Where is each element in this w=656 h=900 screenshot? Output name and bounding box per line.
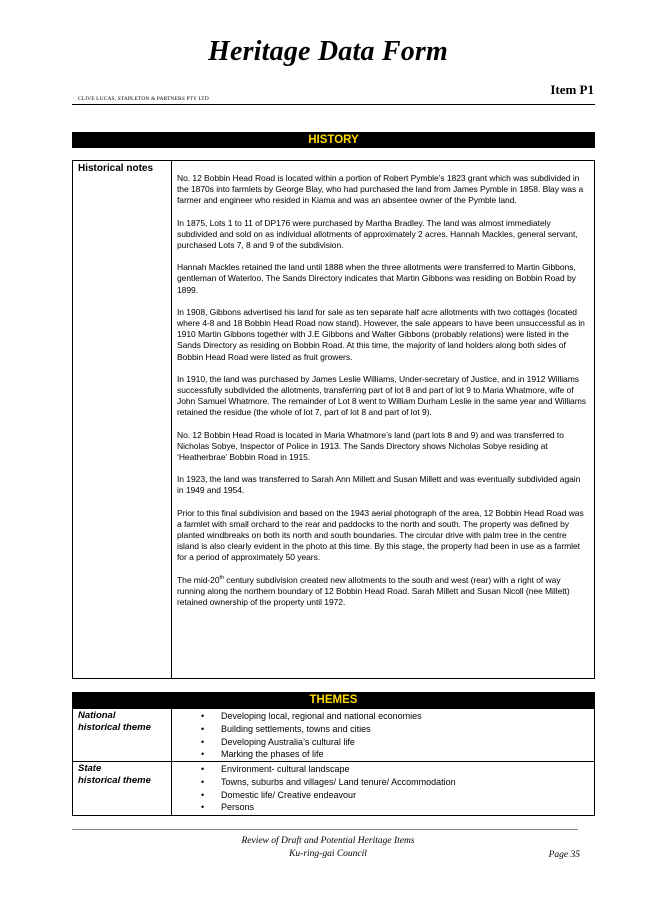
history-column-divider <box>171 161 172 678</box>
footer-rule <box>72 829 578 830</box>
header-rule <box>72 104 595 105</box>
state-label-line1: State <box>78 763 102 774</box>
page-title: Heritage Data Form <box>207 36 449 67</box>
bullet-icon: • <box>201 736 205 747</box>
history-heading: HISTORY <box>72 132 595 148</box>
list-item: • Environment- cultural landscape <box>201 764 350 774</box>
historical-notes-label: Historical notes <box>78 163 154 174</box>
bullet-icon: • <box>201 789 205 800</box>
national-theme-list <box>201 710 422 761</box>
page-number: Page 35 <box>548 850 580 860</box>
bullet-icon: • <box>201 749 205 760</box>
footer-document-title: Review of Draft and Potential Heritage Items <box>241 836 415 846</box>
history-table <box>72 160 595 679</box>
last-paragraph-start: The mid-20 <box>177 574 220 585</box>
list-item: • Building settlements, towns and cities <box>201 723 371 734</box>
list-item: • Towns, suburbs and villages/ Land tenure/ Accommodation <box>201 776 456 787</box>
list-item: • Developing Australia’s cultural life <box>201 736 355 747</box>
last-paragraph-rest: century subdivision created new allotments to the south and west (rear) with a right of way running along the northern boundary of 12 Bobbin Head Road. Sarah Millett and Susan Nicoll (nee Millett) retained ownership of the property until 1972. <box>177 574 570 608</box>
history-paragraph-last <box>177 575 589 609</box>
list-item: • Marking the phases of life <box>201 749 324 760</box>
state-theme-list <box>201 763 456 814</box>
bullet-icon: • <box>201 723 205 734</box>
state-theme-label <box>78 763 151 787</box>
history-paragraph: No. 12 Bobbin Head Road is located within a portion of Robert Pymble’s 1823 grant which was subdivided in the 1870s into farmlets by George Blay, who had purchased the land from James Pymble in 1858. Blay was a farmer and engineer who resided in Kiama and was an absentee owner of the Pymble land. <box>177 173 584 206</box>
footer-council: Ku-ring-gai Council <box>289 849 367 859</box>
history-paragraph: In 1875, Lots 1 to 11 of DP176 were purchased by Martha Bradley. The land was almost immediately subdivided and sold on as individual allotments of approximately 2 acres. Hannah Mackles, general servant, purchased Lots 7, 8 and 9 of the subdivision. <box>177 217 578 251</box>
list-item: • Persons <box>201 802 255 813</box>
national-theme-label <box>78 710 151 734</box>
bullet-icon: • <box>201 711 205 721</box>
history-paragraph: In 1910, the land was purchased by James Leslie Williams, Under-secretary of Justice, and in 1912 Williams successfully subdivided the allotments, transferring part of lot 8 and part of lot 9 to Maria Whatmore, wife of John Samuel Whatmore. The remainder of Lot 8 went to William Durham Leslie in the same year and Williams retained the residue (the whole of lot 7, part of lot 8 and part of lot 9). <box>177 373 586 418</box>
themes-heading: THEMES <box>72 692 595 708</box>
list-item: • Domestic life/ Creative endeavour <box>201 789 357 800</box>
item-number: Item P1 <box>550 82 594 97</box>
themes-column-divider <box>171 709 172 815</box>
national-label-line1: National <box>78 710 116 721</box>
state-label-line2: historical theme <box>78 775 151 786</box>
history-paragraph: In 1908, Gibbons advertised his land for sale as ten separate half acre allotments with two cottages (located where 4-8 and 18 Bobbin Head Road now stand). However, the sale appears to have been unsuccessful as in 1910 Martin Gibbons together with J.E Gibbons and Walter Gibbons (probably relations) were listed in the Sands Directory as residing on Bobbin Road. At this time, the majority of land holders along both sides of Bobbin Head Road were listed as fruit growers. <box>177 306 585 362</box>
list-item: • Developing local, regional and national economies <box>201 711 422 721</box>
ordinal-superscript: th <box>219 574 224 581</box>
themes-table <box>72 708 595 816</box>
firm-name: CLIVE LUCAS, STAPLETON & PARTNERS PTY LTD <box>78 96 209 102</box>
national-label-line2: historical theme <box>78 722 151 733</box>
bullet-icon: • <box>201 764 205 774</box>
historical-notes-text <box>177 173 589 619</box>
history-paragraph: Hannah Mackles retained the land until 1888 when the three allotments were transferred to Martin Gibbons, gentleman of Waterloo. The Sands Directory indicates that Martin Gibbons was residing on Bobbin Road by 1899. <box>177 262 576 295</box>
history-paragraph: No. 12 Bobbin Head Road is located in Maria Whatmore’s land (part lots 8 and 9) and was transferred to Nicholas Sobye, Inspector of Police in 1913. The Sands Directory shows Nicholas Sobye residing at ‘Heatherbrae’ Bobbin Road in 1915. <box>177 429 564 463</box>
history-paragraph: In 1923, the land was transferred to Sarah Ann Millett and Susan Millett and was eventually subdivided again in 1949 and 1954. <box>177 474 581 496</box>
bullet-icon: • <box>201 776 205 787</box>
bullet-icon: • <box>201 802 205 813</box>
history-paragraph: Prior to this final subdivision and based on the 1943 aerial photograph of the area, 12 Bobbin Head Road was a farmlet with small orchard to the rear and paddocks to the north and south. The property was defined by planted windbreaks on both its north and south boundaries. The circular drive with palm tree in the centre island is also clearly evident in the photo at this time. By this stage, the property had been in use as a farmlet for a period of approximately 50 years. <box>177 507 584 563</box>
